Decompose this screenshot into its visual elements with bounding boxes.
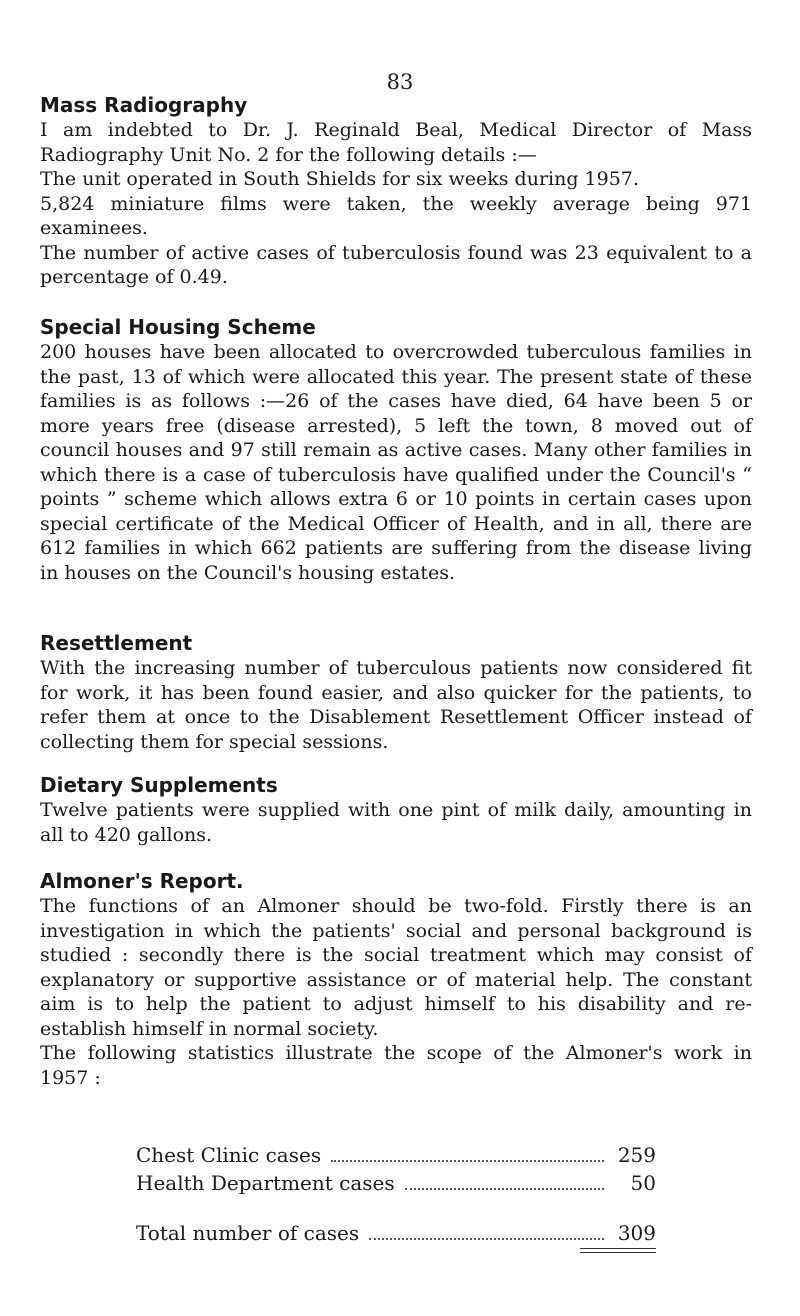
paragraph: With the increasing number of tuberculous patients now considered fit for work, it has been found easier, and also quicker for the patients, to refer them at once to the Disablement Resettlement Officer instead of collecting them for special sessions. <box>40 657 752 753</box>
section-special-housing <box>40 314 752 585</box>
paragraph: 200 houses have been allocated to overcrowded tuberculous families in the past, 13 of which were allocated this year. The present state of these families is as follows :—26 of the cases have died, 64 have been 5 or more years free (disease arrested), 5 left the town, 8 moved out of council houses and 97 still remain as active cases. Many other families in which there is a case of tuberculosis have qualified under the Council's “ points ” scheme which allows extra 6 or 10 points in certain cases upon special certificate of the Medical Officer of Health, and in all, there are 612 families in which 662 patients are suffering from the disease living in houses on the Council's housing estates. <box>40 341 752 584</box>
paragraph: 5,824 miniature films were taken, the weekly average being 971 examinees. <box>40 192 752 239</box>
leader-dots <box>331 1160 604 1162</box>
section-dietary-supplements <box>40 772 752 847</box>
stat-label: Chest Clinic cases <box>136 1143 322 1167</box>
leader-dots <box>369 1238 604 1240</box>
section-resettlement <box>40 630 752 754</box>
paragraph: The unit operated in South Shields for six weeks during 1957. <box>40 168 639 190</box>
paragraph: The functions of an Almoner should be two-fold. Firstly there is an investigation in which the patients' social and personal background is studied : secondly there is the social treatment which may consist of explanatory or supportive assistance or of material help. The constant aim is to help the patient to adjust himself to his disability and re-establish himself in normal society. <box>40 895 752 1040</box>
paragraph: Twelve patients were supplied with one pint of milk daily, amounting in all to 420 gallons. <box>40 799 752 846</box>
stat-label: Health Department cases <box>136 1171 395 1195</box>
heading-resettlement: Resettlement <box>40 631 193 655</box>
stat-row <box>136 1142 656 1170</box>
stat-value: 259 <box>617 1143 656 1167</box>
stat-total-label: Total number of cases <box>136 1221 360 1245</box>
double-rule <box>580 1248 656 1253</box>
paragraph: I am indebted to Dr. J. Reginald Beal, Medical Director of Mass Radiography Unit No. 2 for the following details :— <box>40 119 752 166</box>
stat-total-row <box>136 1220 656 1248</box>
stat-value: 50 <box>630 1171 656 1195</box>
heading-mass-radiography: Mass Radiography <box>40 93 248 117</box>
leader-dots <box>405 1188 604 1190</box>
stat-total-value: 309 <box>617 1221 656 1245</box>
section-almoners-report <box>40 868 752 1090</box>
stat-row <box>136 1170 656 1198</box>
heading-special-housing: Special Housing Scheme <box>40 315 316 339</box>
heading-almoners-report: Almoner's Report. <box>40 869 244 893</box>
heading-dietary-supplements: Dietary Supplements <box>40 773 278 797</box>
statistics-table <box>136 1142 656 1248</box>
paragraph: The following statistics illustrate the scope of the Almoner's work in 1957 : <box>40 1042 752 1089</box>
section-mass-radiography <box>40 92 752 290</box>
page-number: 83 <box>386 70 414 94</box>
paragraph: The number of active cases of tuberculosis found was 23 equivalent to a percentage of 0.49. <box>40 241 752 288</box>
